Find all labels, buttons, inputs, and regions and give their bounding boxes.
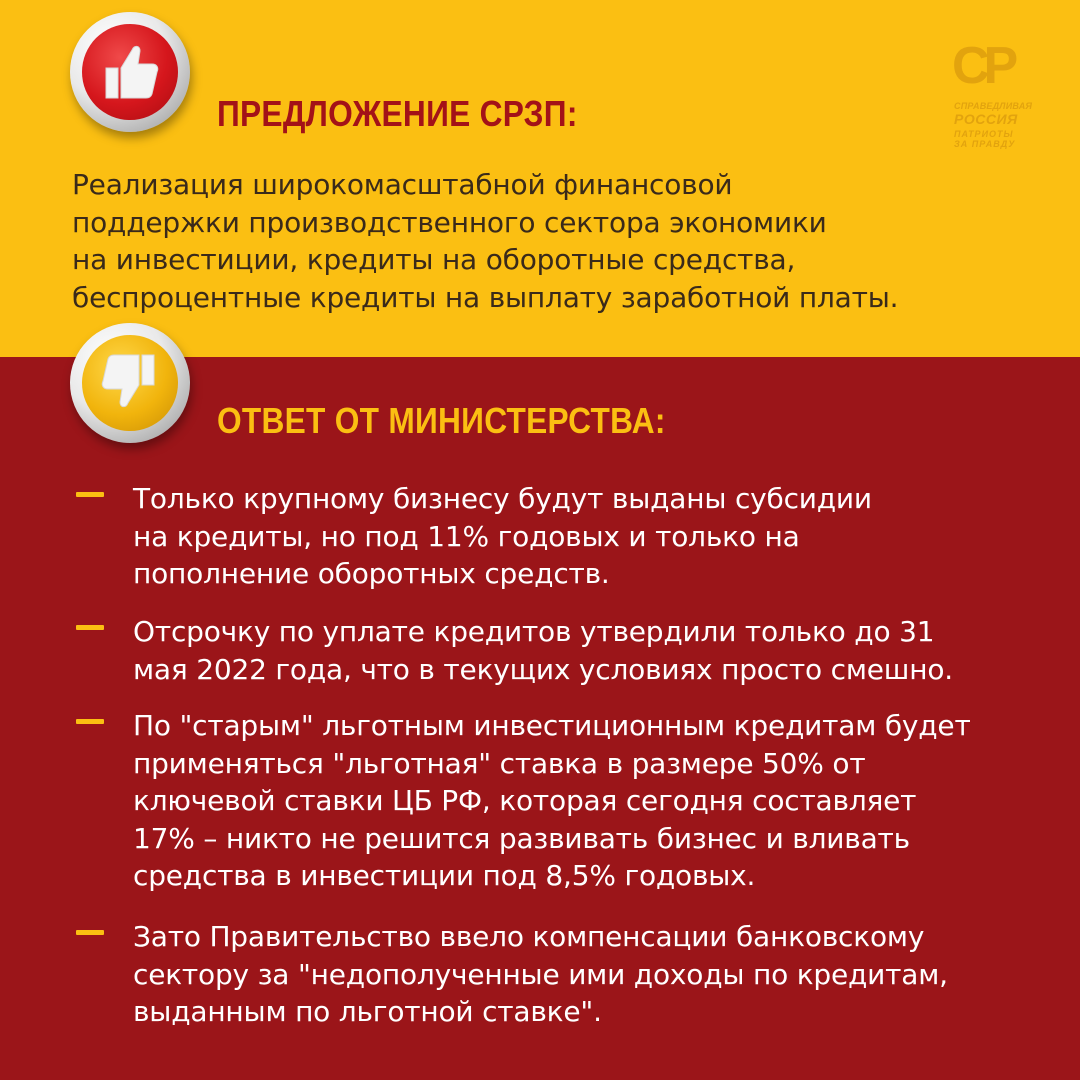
- bullet-line: выданным по льготной ставке".: [133, 995, 602, 1028]
- bullet-text: [133, 613, 953, 688]
- bullet-line: 17% – никто не решится развивать бизнес и вливать: [133, 821, 910, 855]
- bullet-line: Зато Правительство ввело компенсации банковскому: [133, 920, 925, 953]
- dash-icon: [76, 930, 104, 935]
- logo-line-4: ЗА ПРАВДУ: [954, 139, 1016, 149]
- logo-letters: СР: [952, 37, 1013, 95]
- bullet-line: средства в инвестиции под 8,5% годовых.: [133, 859, 756, 892]
- logo-line-2: РОССИЯ: [954, 111, 1018, 127]
- proposal-line: Реализация широкомасштабной финансовой: [72, 168, 733, 201]
- thumbs-down-icon: [100, 351, 160, 413]
- proposal-line: беспроцентные кредиты на выплату заработной платы.: [72, 280, 899, 314]
- party-logo: [952, 36, 1033, 152]
- bullet-line: сектору за "недополученные ими доходы по кредитам,: [133, 957, 948, 991]
- bullet-line: мая 2022 года, что в текущих условиях просто смешно.: [133, 652, 953, 686]
- response-heading: ОТВЕТ ОТ МИНИСТЕРСТВА:: [217, 400, 666, 441]
- bullet-line: Отсрочку по уплате кредитов утвердили только до 31: [133, 615, 935, 648]
- bullet-line: пополнение оборотных средств.: [133, 557, 610, 590]
- bullet-text: [133, 918, 948, 1031]
- bullet-text: [133, 707, 971, 895]
- proposal-line: поддержки производственного сектора экономики: [72, 205, 827, 239]
- bullet-line: Только крупному бизнесу будут выданы субсидии: [133, 482, 872, 515]
- proposal-text: [72, 166, 1032, 316]
- dash-icon: [76, 719, 104, 724]
- dash-icon: [76, 492, 104, 497]
- bullet-line: По "старым" льготным инвестиционным кредитам будет: [133, 709, 971, 742]
- bullet-text: [133, 480, 872, 593]
- bullet-line: на кредиты, но под 11% годовых и только на: [133, 519, 800, 553]
- thumbs-up-badge: [70, 12, 190, 132]
- bullet-line: ключевой ставки ЦБ РФ, которая сегодня составляет: [133, 784, 917, 817]
- dash-icon: [76, 625, 104, 630]
- logo-line-3: ПАТРИОТЫ: [954, 129, 1014, 139]
- thumbs-up-icon: [100, 40, 160, 102]
- thumbs-down-badge: [70, 323, 190, 443]
- bullet-line: применяться "льготная" ставка в размере 50% от: [133, 746, 866, 780]
- proposal-line: на инвестиции, кредиты на оборотные средства,: [72, 243, 796, 276]
- proposal-heading: ПРЕДЛОЖЕНИЕ СРЗП:: [217, 93, 578, 134]
- logo-line-1: СПРАВЕДЛИВАЯ: [954, 101, 1033, 111]
